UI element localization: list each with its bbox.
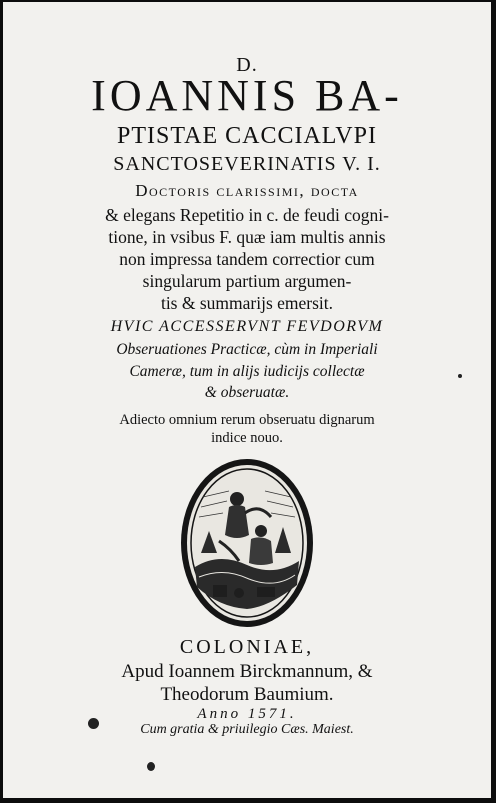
author-line-2: PTISTAE CACCIALVPI [117,123,377,149]
imprint-place: COLONIAE, [179,636,315,658]
author-line-3: SANCTOSEVERINATIS V. I. [113,153,381,175]
body-line: singularum partium argumen- [142,271,352,291]
body-line: tis & summarijs emersit. [160,293,334,313]
body-line: & elegans Repetitio in c. de feudi cogni- [105,205,389,225]
italic-line: Obseruationes Practicæ, cùm in Imperiali [116,341,378,358]
publisher-line-1: Apud Ioannem Birckmannum, & [121,661,373,682]
body-line: non impressa tandem correctior cum [119,249,375,269]
printers-device-oval-woodcut-icon [179,457,315,634]
body-line: tione, in vsibus F. quæ iam multis annis [108,227,386,247]
ink-blot [147,762,155,771]
ink-blot [458,374,462,378]
privilege-line: Cum gratia & priuilegio Cæs. Maiest. [140,722,354,737]
huic-heading: HVIC ACCESSERVNT FEVDORVM [110,318,384,335]
publisher-line-2: Theodorum Baumium. [160,684,334,705]
adiecto-line: indice nouo. [211,430,283,446]
italic-line: Cameræ, tum in alijs iudicijs collectæ [129,363,365,380]
adiecto-line: Adiecto omnium rerum obseruatu dignarum [119,412,375,428]
title-page [3,2,491,798]
imprint-year: Anno 1571. [197,706,297,722]
title-prefix: D. [236,54,258,76]
author-line-1: IOANNIS BA- [91,71,403,120]
italic-line: & obseruatæ. [204,384,290,401]
ink-blot [88,718,99,729]
doctor-line: Doctoris clarissimi, docta [135,181,359,200]
